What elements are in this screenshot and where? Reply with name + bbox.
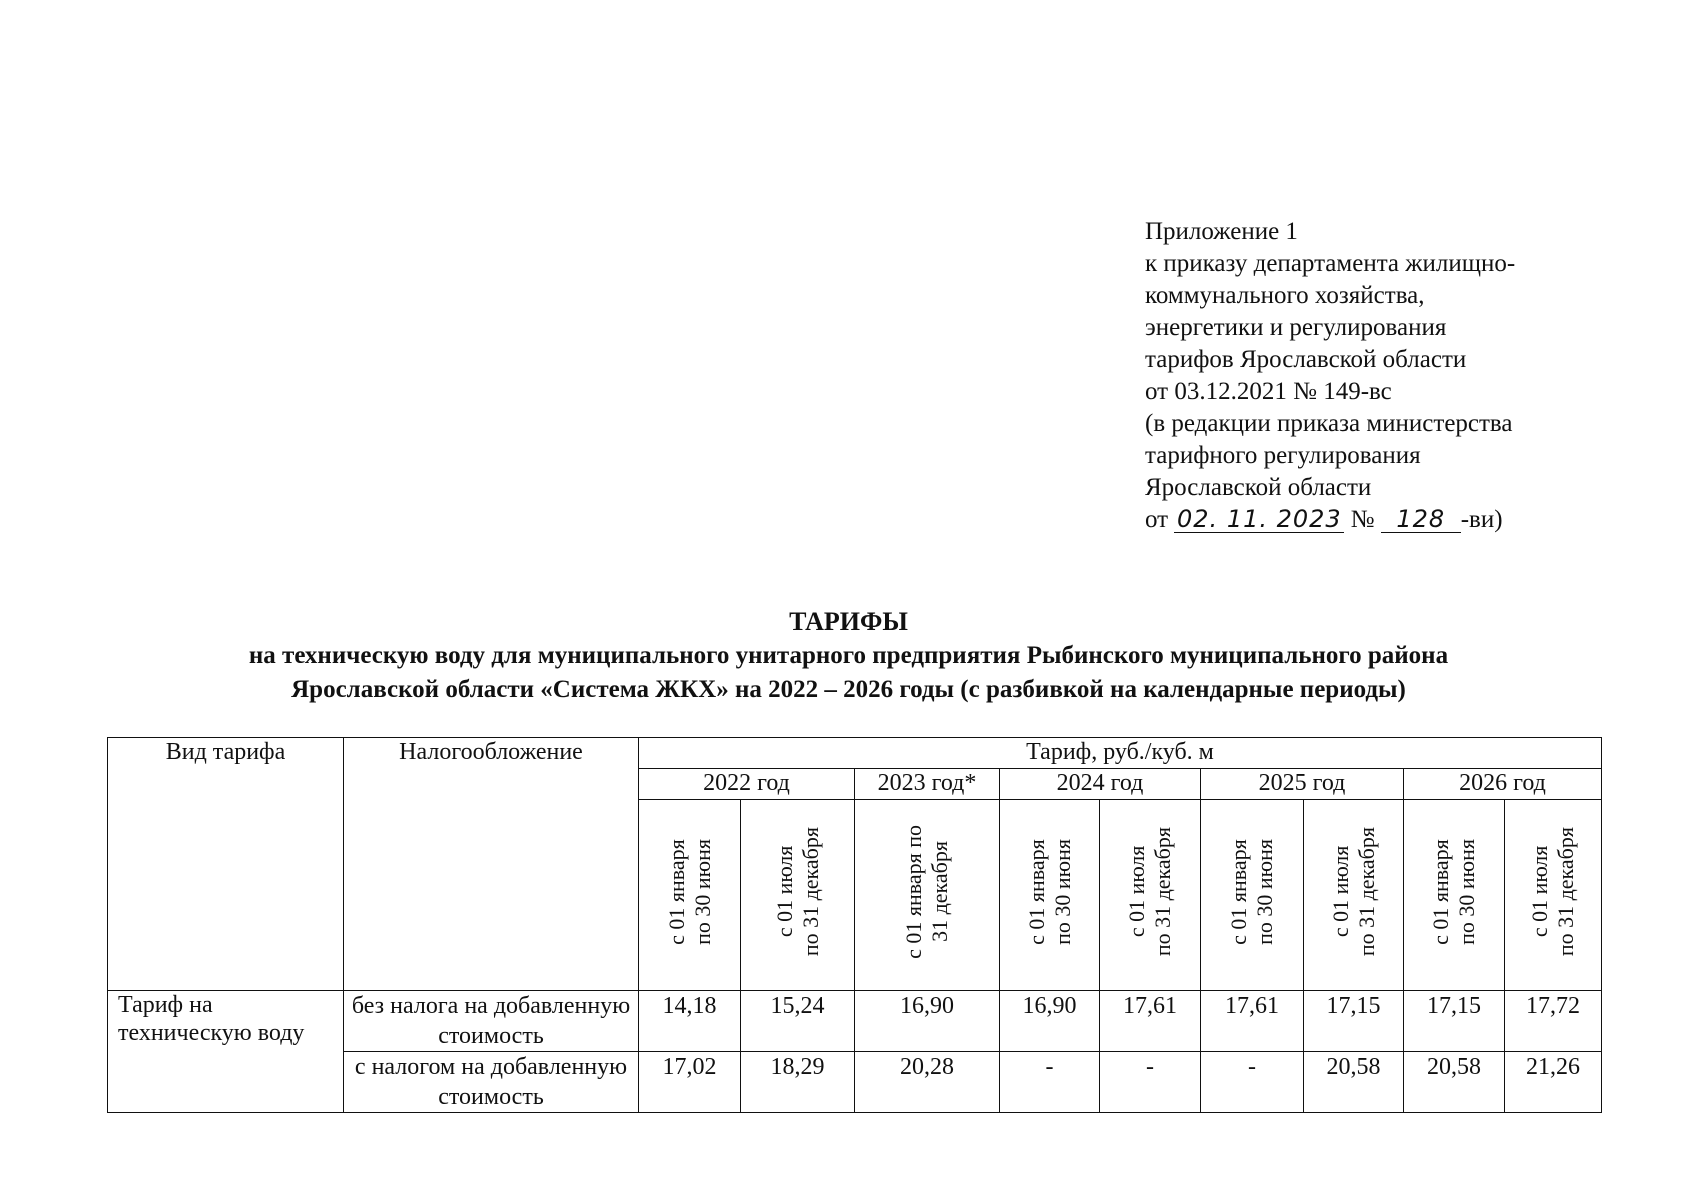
tariff-value: - — [1000, 1052, 1100, 1113]
tariff-value: - — [1201, 1052, 1304, 1113]
appendix-line: тарифов Ярославской области — [1145, 346, 1467, 373]
header-year: 2023 год* — [855, 769, 1000, 800]
tariff-value: 15,24 — [741, 991, 855, 1052]
order-from-prefix: от — [1145, 506, 1169, 533]
handwritten-number: 128 — [1381, 506, 1461, 533]
title-heading: ТАРИФЫ — [789, 607, 908, 636]
tariff-value: 20,58 — [1404, 1052, 1505, 1113]
tariff-value: 18,29 — [741, 1052, 855, 1113]
title-subline: Ярославской области «Система ЖКХ» на 2022 – 2026 годы (с разбивкой на календарные периоды) — [291, 676, 1406, 703]
tariff-value: 17,61 — [1201, 991, 1304, 1052]
header-period — [1100, 800, 1201, 991]
tariff-value: 20,28 — [855, 1052, 1000, 1113]
period-line: с 01 января — [663, 838, 689, 945]
period-line: по 31 декабря — [1150, 826, 1175, 957]
tariffs-table — [107, 737, 1602, 1113]
tariff-kind-cell: Тариф на техническую воду — [108, 991, 344, 1113]
header-period — [1201, 800, 1304, 991]
header-year: 2026 год — [1404, 769, 1602, 800]
appendix-line: к приказу департамента жилищно- — [1145, 250, 1516, 277]
period-line: по 31 декабря — [1553, 826, 1578, 957]
tariff-value: 17,72 — [1505, 991, 1602, 1052]
tariff-value: - — [1100, 1052, 1201, 1113]
tariff-value: 14,18 — [639, 991, 741, 1052]
header-period — [1304, 800, 1404, 991]
header-year: 2022 год — [639, 769, 855, 800]
period-line: с 01 января — [1428, 838, 1453, 945]
appendix-line: (в редакции приказа министерства — [1145, 410, 1513, 437]
period-line: по 30 июня — [1454, 838, 1479, 945]
tariff-value: 16,90 — [855, 991, 1000, 1052]
period-line: по 30 июня — [689, 838, 715, 945]
appendix-line: тарифного регулирования — [1145, 442, 1421, 469]
tariff-value: 16,90 — [1000, 991, 1100, 1052]
period-line: с 01 января по — [901, 824, 926, 959]
document-title — [0, 605, 1697, 707]
tariff-value: 17,02 — [639, 1052, 741, 1113]
number-sign: № — [1350, 506, 1375, 533]
appendix-line: Ярославской области — [1145, 474, 1372, 501]
period-line: 31 декабря — [927, 841, 952, 942]
header-period — [1000, 800, 1100, 991]
handwritten-date: 02. 11. 2023 — [1174, 506, 1344, 533]
header-year: 2025 год — [1201, 769, 1404, 800]
appendix-order-line — [1145, 504, 1665, 536]
period-line: с 01 июля — [771, 845, 797, 938]
period-line: с 01 июля — [1124, 845, 1149, 938]
appendix-line: коммунального хозяйства, — [1145, 282, 1425, 309]
appendix-line: энергетики и регулирования — [1145, 314, 1447, 341]
period-line: по 30 июня — [1049, 838, 1075, 945]
taxation-cell: без налога на добавленную стоимость — [344, 991, 639, 1052]
appendix-block — [1145, 216, 1665, 536]
period-line: с 01 января — [1226, 838, 1251, 945]
header-period — [639, 800, 741, 991]
tariff-value: 20,58 — [1304, 1052, 1404, 1113]
period-line: по 31 декабря — [1353, 826, 1379, 957]
title-subline: на техническую воду для муниципального унитарного предприятия Рыбинского муниципального района — [248, 642, 1449, 669]
header-period — [1505, 800, 1602, 991]
period-line: с 01 июля — [1527, 845, 1552, 938]
tariff-value: 17,15 — [1404, 991, 1505, 1052]
tariff-value: 21,26 — [1505, 1052, 1602, 1113]
period-line: с 01 января — [1023, 838, 1049, 945]
taxation-cell: с налогом на добавленную стоимость — [344, 1052, 639, 1113]
header-tariff-unit: Тариф, руб./куб. м — [639, 738, 1602, 769]
period-line: с 01 июля — [1327, 845, 1353, 938]
appendix-line: Приложение 1 — [1145, 218, 1298, 245]
period-line: по 31 декабря — [797, 826, 823, 957]
number-suffix: -ви) — [1460, 506, 1503, 533]
tariff-value: 17,61 — [1100, 991, 1201, 1052]
header-period — [855, 800, 1000, 991]
header-period — [741, 800, 855, 991]
table-row — [108, 991, 1602, 1052]
header-year: 2024 год — [1000, 769, 1201, 800]
appendix-line: от 03.12.2021 № 149-вс — [1145, 378, 1392, 405]
header-tariff-kind: Вид тарифа — [108, 738, 344, 991]
period-line: по 30 июня — [1252, 838, 1277, 945]
tariff-value: 17,15 — [1304, 991, 1404, 1052]
header-taxation: Налогообложение — [344, 738, 639, 991]
header-period — [1404, 800, 1505, 991]
